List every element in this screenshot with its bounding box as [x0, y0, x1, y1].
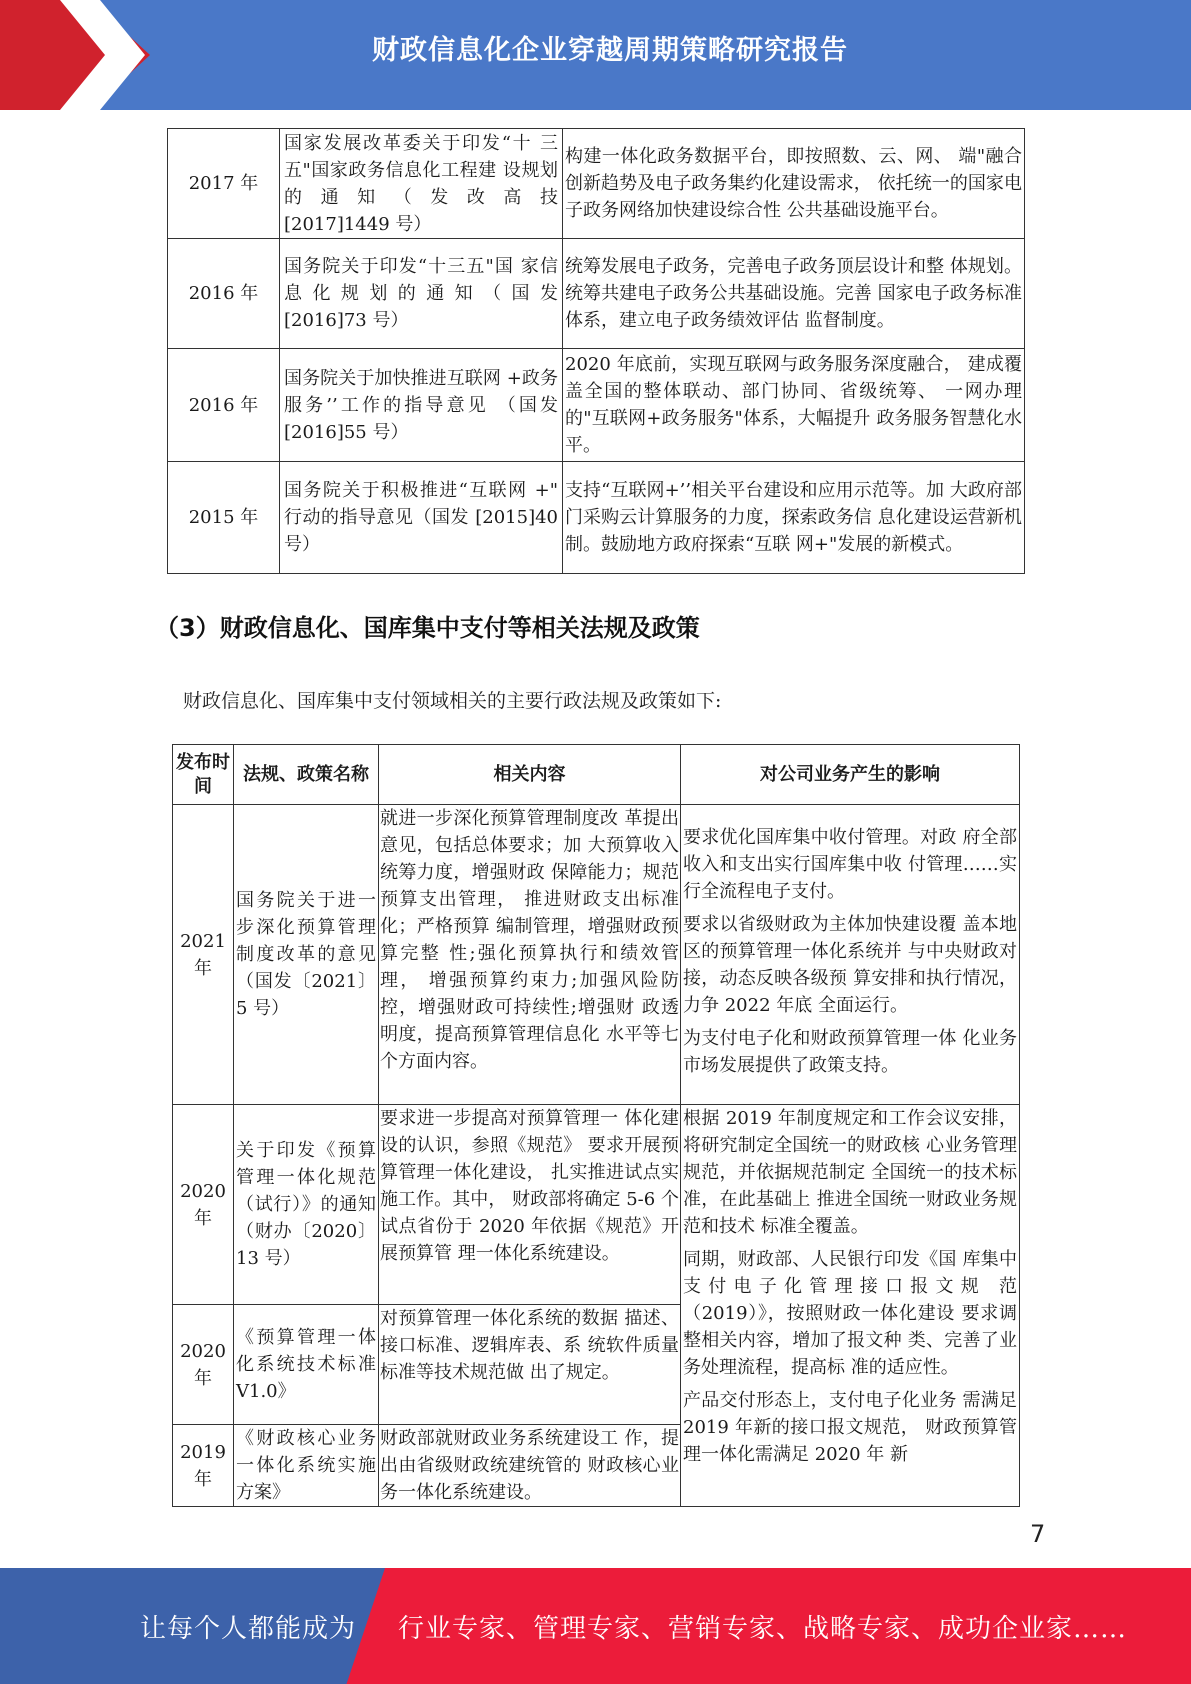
intro-paragraph: 财政信息化、国库集中支付领域相关的主要行政法规及政策如下:: [183, 690, 722, 712]
policy-name-cell: 《预算管理一体化系统技术标准 V1.0》: [234, 1305, 379, 1425]
year-cell: 2016 年: [168, 239, 280, 349]
policy-name-cell: 国务院关于积极推进“互联网 +" 行动的指导意见（国发 [2015]40 号）: [280, 462, 563, 574]
impact-paragraph: 为支付电子化和财政预算管理一体 化业务市场发展提供了政策支持。: [683, 1028, 1017, 1076]
impact-paragraph: 根据 2019 年制度规定和工作会议安排，将研究制定全国统一的财政核 心业务管理规范，并依据规范制定 全国统一的技术标准，在此基础上 推进全国统一财政业务规范和技术 标准全覆盖。: [683, 1108, 1017, 1237]
policy-name-cell: 《财政核心业务一体化系统实施方案》: [234, 1425, 379, 1507]
year-cell: 2015 年: [168, 462, 280, 574]
policy-content-cell: 对预算管理一体化系统的数据 描述、接口标准、逻辑库表、系 统软件质量标准等技术规范做 出了规定。: [379, 1305, 681, 1425]
table-row: [173, 1105, 1020, 1305]
table-row: [173, 805, 1020, 1105]
impact-cell: [681, 1105, 1020, 1507]
policy-name-cell: 国务院关于进一步深化预算管理制度改革的意见（国发〔2021〕 5 号）: [234, 805, 379, 1105]
policy-content-cell: 要求进一步提高对预算管理一 体化建设的认识，参照《规范》 要求开展预算管理一体化建设， 扎实推进试点实施工作。其中， 财政部将确定 5-6 个试点省份于 2020 年依据《规范》开展预算管 理一体化系统建设。: [379, 1105, 681, 1305]
policy-content-cell: 统筹发展电子政务，完善电子政务顶层设计和整 体规划。统筹共建电子政务公共基础设施。完善 国家电子政务标准体系，建立电子政务绩效评估 监督制度。: [563, 239, 1025, 349]
table-row: [168, 349, 1025, 462]
policy-table-2: [172, 744, 1020, 1507]
policy-name-cell: 国务院关于印发“十三五"国 家信 息 化 规 划 的 通 知 （ 国 发 [2016]73 号）: [280, 239, 563, 349]
policy-content-cell: 就进一步深化预算管理制度改 革提出意见，包括总体要求；加 大预算收入统筹力度，增强财政 保障能力；规范预算支出管理， 推进财政支出标准化；严格预算 编制管理，增强财政预算完整 性;强化预算执行和绩效管理， 增强预算约束力;加强风险防 控，增强财政可持续性;增强财 政透明度，提高预算管理信息化 水平等七个方面内容。: [379, 805, 681, 1105]
policy-name-cell: 国务院关于加快推进互联网 +政务服务’’工作的指导意见 （国发[2016]55 号）: [280, 349, 563, 462]
policy-content-cell: 构建一体化政务数据平台，即按照数、云、网、 端"融合创新趋势及电子政务集约化建设需求， 依托统一的国家电子政务网络加快建设综合性 公共基础设施平台。: [563, 129, 1025, 239]
column-header-content: 相关内容: [379, 745, 681, 805]
year-cell: 2021 年: [173, 805, 234, 1105]
policy-content-cell: 支持“互联网+’’相关平台建设和应用示范等。加 大政府部门采购云计算服务的力度，探索政务信 息化建设运营新机制。鼓励地方政府探索“互联 网+"发展的新模式。: [563, 462, 1025, 574]
policy-name-cell: 国家发展改革委关于印发“十 三五"国家政务信息化工程建 设规划 的 通 知 （ 发 改 高 技 [2017]1449 号）: [280, 129, 563, 239]
impact-paragraph: 同期，财政部、人民银行印发《国 库集中支付电子化管理接口报文规 范（2019）》，按照财政一体化建设 要求调整相关内容，增加了报文种 类、完善了业务处理流程，提高标 准的适应性。: [683, 1249, 1017, 1378]
page-footer: [0, 1568, 1191, 1684]
policy-content-cell: 财政部就财政业务系统建设工 作，提出由省级财政统建统管的 财政核心业务一体化系统建设。: [379, 1425, 681, 1507]
report-title: 财政信息化企业穿越周期策略研究报告: [372, 35, 848, 66]
column-header-impact: 对公司业务产生的影响: [681, 745, 1020, 805]
column-header-date: 发布时间: [173, 745, 234, 805]
header-chevron-icon: [60, 0, 155, 110]
impact-paragraph: 要求以省级财政为主体加快建设覆 盖本地区的预算管理一体化系统并 与中央财政对接，动态反映各级预 算安排和执行情况，力争 2022 年底 全面运行。: [683, 914, 1017, 1016]
impact-paragraph: 要求优化国库集中收付管理。对政 府全部收入和支出实行国库集中收 付管理……实行全流程电子支付。: [683, 827, 1017, 902]
policy-name-cell: 关于印发《预算管理一体化规范（试行）》的通知（财办〔2020〕13 号）: [234, 1105, 379, 1305]
table-row: [168, 239, 1025, 349]
footer-slogan-left: 让每个人都能成为: [140, 1614, 357, 1644]
policy-content-cell: 2020 年底前，实现互联网与政务服务深度融合， 建成覆盖全国的整体联动、部门协同、省级统筹、 一网办理的"互联网+政务服务"体系，大幅提升 政务服务智慧化水平。: [563, 349, 1025, 462]
footer-slogan-right: 行业专家、管理专家、营销专家、战略专家、成功企业家……: [398, 1614, 1128, 1644]
column-header-name: 法规、政策名称: [234, 745, 379, 805]
page-number: 7: [1030, 1520, 1046, 1548]
year-cell: 2019 年: [173, 1425, 234, 1507]
policy-table-1: [167, 128, 1025, 574]
year-cell: 2020 年: [173, 1105, 234, 1305]
table-row: [168, 129, 1025, 239]
impact-paragraph: 产品交付形态上，支付电子化业务 需满足 2019 年新的接口报文规范， 财政预算管理一体化需满足 2020 年 新: [683, 1390, 1017, 1465]
section-heading: （3）财政信息化、国库集中支付等相关法规及政策: [155, 614, 700, 642]
impact-cell: [681, 805, 1020, 1105]
year-cell: 2017 年: [168, 129, 280, 239]
year-cell: 2020 年: [173, 1305, 234, 1425]
year-cell: 2016 年: [168, 349, 280, 462]
table-row: [168, 462, 1025, 574]
table-header-row: [173, 745, 1020, 805]
page-header: [0, 0, 1191, 110]
